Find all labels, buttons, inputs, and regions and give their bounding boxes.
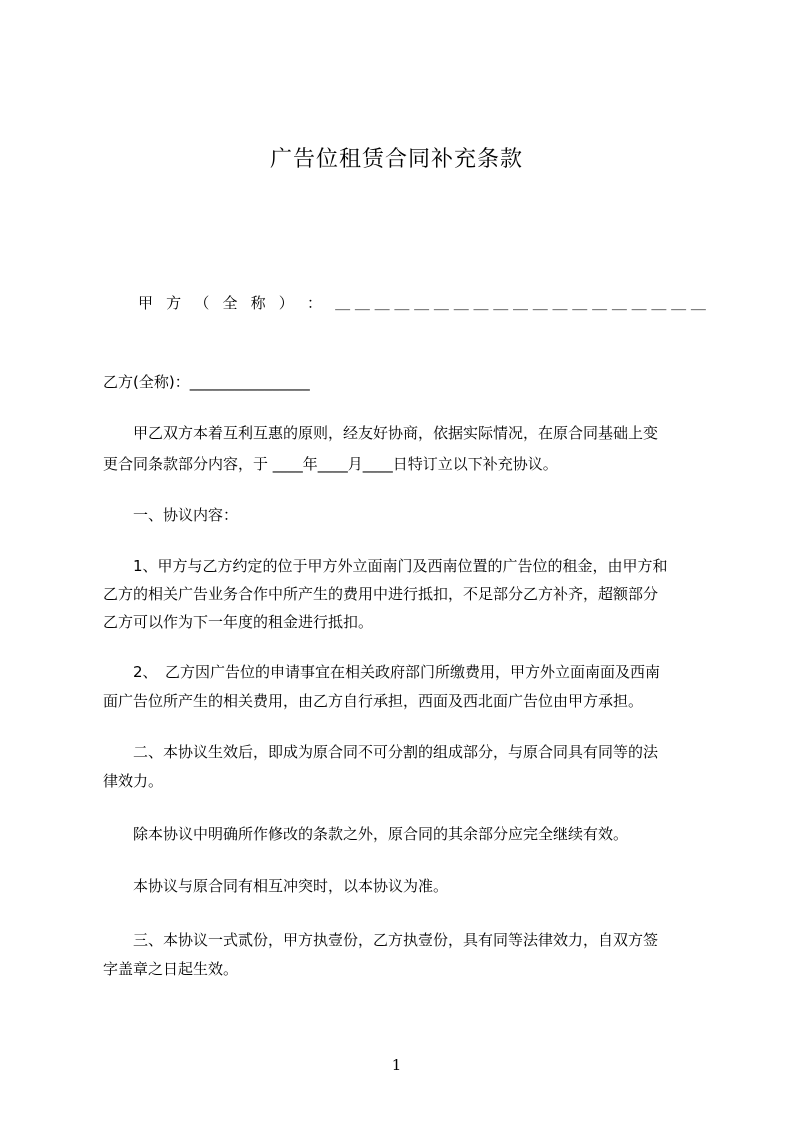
party-a-char: 方 — [166, 294, 182, 312]
section2-line: 律效力。 — [103, 772, 164, 790]
intro-paragraph — [103, 421, 713, 477]
clause1-line: 乙方的相关广告业务合作中所产生的费用中进行抵扣，不足部分乙方补齐，超额部分 — [103, 585, 659, 603]
party-a-char: 甲 — [138, 294, 154, 312]
clause1-paragraph — [103, 554, 713, 635]
section1-heading: 一、协议内容： — [103, 506, 239, 524]
section3-paragraph — [103, 928, 713, 982]
party-a-char: 称 — [250, 294, 266, 312]
party-a-char: ： — [306, 294, 322, 312]
party-a-char: 全 — [222, 294, 238, 312]
party-b-line: 乙方(全称)：________________ — [103, 373, 310, 391]
conflict-clause: 本协议与原合同有相互冲突时，以本协议为准。 — [103, 877, 449, 895]
clause2-paragraph — [103, 660, 713, 714]
clause2-line: 2、 乙方因广告位的申请事宜在相关政府部门所缴费用，甲方外立面南面及西南 — [103, 663, 661, 681]
intro-line: 甲乙双方本着互利互惠的原则，经友好协商，依据实际情况，在原合同基础上变 — [103, 424, 659, 442]
document-title: 广告位租赁合同补充条款 — [269, 147, 523, 172]
intro-line: 更合同条款部分内容，于 ____年____月____日特订立以下补充协议。 — [103, 455, 558, 473]
party-a-line — [138, 292, 706, 313]
remainder-clause: 除本协议中明确所作修改的条款之外，原合同的其余部分应完全继续有效。 — [103, 825, 629, 843]
clause2-line: 面广告位所产生的相关费用，由乙方自行承担，西面及西北面广告位由甲方承担。 — [103, 692, 644, 710]
party-a-char: ） — [278, 294, 294, 312]
page-number: 1 — [391, 1056, 402, 1074]
clause1-line: 乙方可以作为下一年度的租金进行抵扣。 — [103, 613, 374, 631]
section3-line: 字盖章之日起生效。 — [103, 960, 239, 978]
clause1-line: 1、甲方与乙方约定的位于甲方外立面南门及西南位置的广告位的租金，由甲方和 — [103, 557, 668, 575]
party-a-char: （ — [194, 294, 210, 312]
section2-paragraph — [103, 740, 713, 794]
section2-line: 二、本协议生效后，即成为原合同不可分割的组成部分，与原合同具有同等的法 — [103, 743, 659, 761]
section3-line: 三、本协议一式贰份，甲方执壹份，乙方执壹份，具有同等法律效力，自双方签 — [103, 931, 659, 949]
party-a-blank: ＿ ＿ ＿ ＿ ＿ ＿ ＿ ＿ ＿ ＿ ＿ ＿ ＿ ＿ ＿ ＿ ＿ ＿ ＿ — [335, 294, 706, 312]
